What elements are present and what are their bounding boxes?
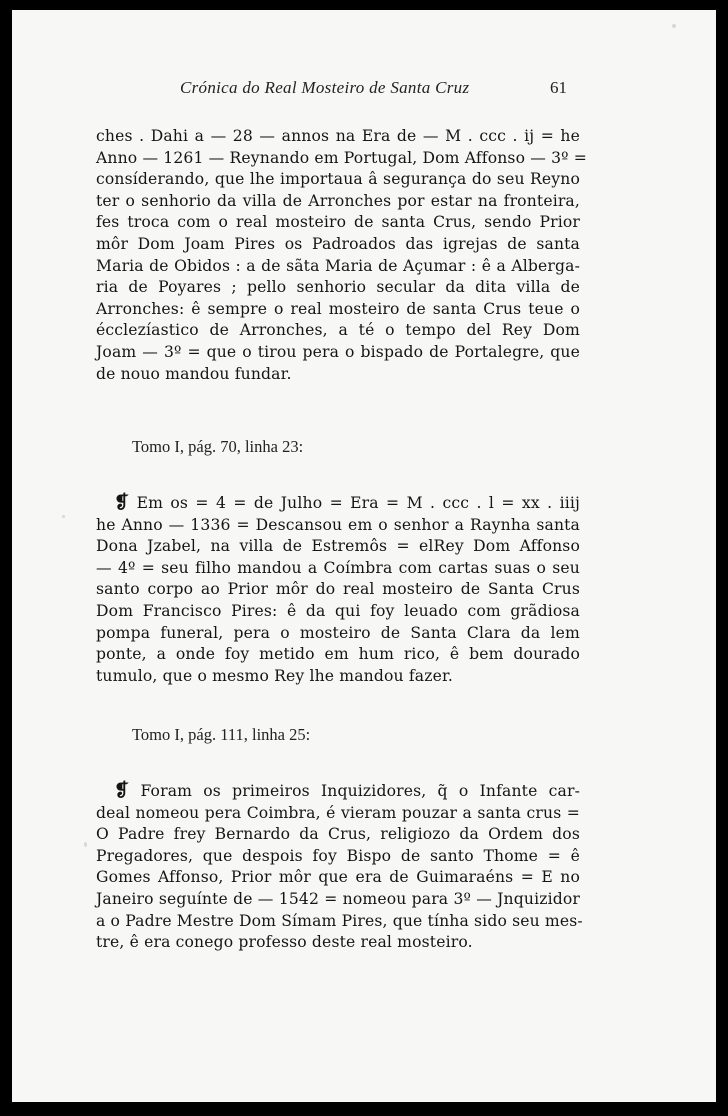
text-line: Dom Francisco Pires: ê da qui foy leuado com grãdiosa [96, 601, 580, 620]
text-line: — 4º = seu filho mandou a Coímbra com cartas suas o seu [96, 558, 580, 577]
text-line: ponte, a onde foy metido em hum rico, ê bem dourado [96, 645, 580, 664]
text-line: môr Dom Joam Pires os Padroados das igrejas de santa [96, 234, 580, 253]
running-head [12, 78, 716, 102]
text-line: Arronches: ê sempre o real mosteiro de santa Crus teue o [96, 299, 580, 318]
text-line: a o Padre Mestre Dom Símam Pires, que tínha sido seu mes- [96, 911, 583, 930]
text-line: Janeiro seguínte de — 1542 = nomeou para 3º — Jnquizidor [96, 889, 580, 908]
reference-heading-1: Tomo I, pág. 70, linha 23: [132, 437, 304, 456]
text-line: ria de Poyares ; pello senhorio secular da dita villa de [96, 278, 580, 297]
text-line: he Anno — 1336 = Descansou em o senhor a Raynha santa [96, 515, 580, 534]
text-line: Joam — 3º = que o tirou pera o bispado de Portalegre, que [96, 342, 580, 361]
book-page [12, 10, 716, 1102]
text-line: Pregadores, que despois foy Bispo de santo Thome = ê [96, 846, 580, 865]
running-title: Crónica do Real Mosteiro de Santa Cruz [180, 78, 470, 97]
text-line: fes troca com o real mosteiro de santa Crus, sendo Prior [96, 213, 580, 232]
text-line: ter o senhorio da villa de Arronches por estar na fronteira, [96, 191, 580, 210]
paragraph-1 [96, 126, 587, 385]
text-line: tre, ê era conego professo deste real mosteiro. [96, 933, 473, 952]
scan-speck [62, 515, 65, 518]
text-line: écclezíastico de Arronches, a té o tempo del Rey Dom [96, 321, 580, 340]
text-line: deal nomeou pera Coimbra, é vieram pouzar a santa crus = [96, 803, 580, 822]
text-line: Anno — 1261 — Reynando em Portugal, Dom Affonso — 3º = [96, 148, 587, 167]
text-line: pompa funeral, pera o mosteiro de Santa Clara da lem [96, 623, 580, 642]
pilcrow-icon: ❡ [114, 780, 130, 801]
text-line: Gomes Affonso, Prior môr que era de Guimaraéns = E no [96, 868, 580, 887]
pilcrow-icon: ❡ [114, 492, 130, 513]
text-line: Dona Jzabel, na villa de Estremôs = elRey Dom Affonso [96, 537, 580, 556]
text-line-body: Em os = 4 = de Julho = Era = M . ccc . l = xx . iiij [136, 494, 580, 512]
text-line: tumulo, que o mesmo Rey lhe mandou fazer. [96, 666, 453, 685]
reference-heading-2: Tomo I, pág. 111, linha 25: [132, 725, 311, 744]
page-number: 61 [550, 78, 567, 97]
text-line: O Padre frey Bernardo da Crus, religiozo da Ordem dos [96, 825, 580, 844]
text-line [96, 780, 580, 803]
text-line: consíderando, que lhe importaua â segurança do seu Reyno [96, 170, 580, 189]
text-line: santo corpo ao Prior môr do real mosteiro de Santa Crus [96, 580, 580, 599]
scan-speck [84, 842, 87, 847]
paragraph-3 [96, 780, 583, 954]
text-line-body: Foram os primeiros Inquizidores, q̃ o Infante car- [140, 782, 581, 800]
paragraph-2 [96, 492, 580, 687]
text-line: Maria de Obidos : a de sãta Maria de Açumar : ê a Alberga- [96, 256, 580, 275]
text-line: de nouo mandou fundar. [96, 364, 292, 383]
text-line: ches . Dahi a — 28 — annos na Era de — M . ccc . ij = he [96, 127, 580, 145]
scan-speck [672, 24, 676, 28]
text-line [96, 492, 580, 515]
